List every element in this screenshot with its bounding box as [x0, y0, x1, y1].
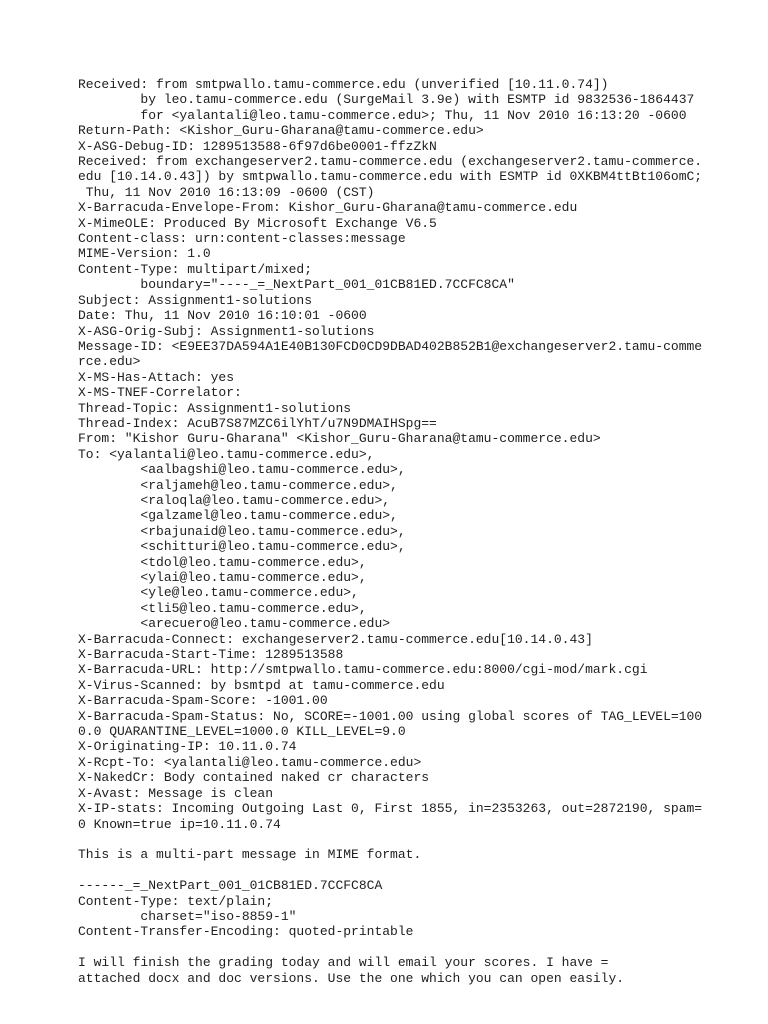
document-line: Message-ID: <E9EE37DA594A1E40B130FCD0CD9DBAD402B852B1@exchangeserver2.tamu-comme	[78, 338, 703, 354]
document-line: ------_=_NextPart_001_01CB81ED.7CCFC8CA	[78, 878, 383, 894]
document-line: X-MS-TNEF-Correlator:	[78, 385, 242, 401]
document-line: X-MS-Has-Attach: yes	[78, 369, 235, 385]
document-line: Thu, 11 Nov 2010 16:13:09 -0600 (CST)	[78, 184, 375, 200]
document-line: Content-Type: text/plain;	[78, 893, 274, 909]
document-line: <arecuero@leo.tamu-commerce.edu>	[78, 616, 391, 632]
document-line: <rbajunaid@leo.tamu-commerce.edu>,	[78, 523, 406, 539]
document-line: Thread-Index: AcuB7S87MZC6ilYhT/u7N9DMAIHSpg==	[78, 415, 437, 431]
document-line: Content-class: urn:content-classes:message	[78, 231, 406, 247]
document-line: X-Barracuda-Spam-Score: -1001.00	[78, 693, 328, 709]
document-line: X-Avast: Message is clean	[78, 785, 274, 801]
document-line: 0 Known=true ip=10.11.0.74	[78, 816, 281, 832]
document-line: <raloqla@leo.tamu-commerce.edu>,	[78, 492, 391, 508]
document-line: Content-Transfer-Encoding: quoted-printable	[78, 924, 414, 940]
document-line: for <yalantali@leo.tamu-commerce.edu>; Thu, 11 Nov 2010 16:13:20 -0600	[78, 107, 687, 123]
document-line: Content-Type: multipart/mixed;	[78, 261, 313, 277]
document-line: To: <yalantali@leo.tamu-commerce.edu>,	[78, 446, 375, 462]
document-line: <ylai@leo.tamu-commerce.edu>,	[78, 570, 367, 585]
document-line: <aalbagshi@leo.tamu-commerce.edu>,	[78, 462, 406, 478]
document-line: From: "Kishor Guru-Gharana" <Kishor_Guru-Gharana@tamu-commerce.edu>	[78, 431, 601, 447]
document-line: boundary="----_=_NextPart_001_01CB81ED.7CCFC8CA"	[78, 277, 515, 293]
document-line: This is a multi-part message in MIME format.	[78, 847, 422, 863]
document-line: X-Virus-Scanned: by bsmtpd at tamu-commerce.edu	[78, 677, 445, 693]
document-line: <schitturi@leo.tamu-commerce.edu>,	[78, 539, 406, 555]
document-line: attached docx and doc versions. Use the one which you can open easily.	[78, 970, 625, 986]
document-line: X-Barracuda-Spam-Status: No, SCORE=-1001.00 using global scores of TAG_LEVEL=100	[78, 708, 703, 724]
document-line: edu [10.14.0.43]) by smtpwallo.tamu-commerce.edu with ESMTP id 0XKBM4ttBt106omC;	[78, 169, 703, 185]
document-line: Received: from exchangeserver2.tamu-commerce.edu (exchangeserver2.tamu-commerce.	[78, 154, 703, 170]
document-line: Return-Path: <Kishor_Guru-Gharana@tamu-commerce.edu>	[78, 123, 484, 139]
document-line: Thread-Topic: Assignment1-solutions	[78, 400, 352, 416]
document-line: <tdol@leo.tamu-commerce.edu>,	[78, 554, 367, 570]
document-line: <tli5@leo.tamu-commerce.edu>,	[78, 600, 367, 616]
document-line: 0.0 QUARANTINE_LEVEL=1000.0 KILL_LEVEL=9.0	[78, 724, 406, 740]
document-line: X-Rcpt-To: <yalantali@leo.tamu-commerce.edu>	[78, 754, 422, 770]
document-line	[78, 832, 758, 847]
document-line: X-Barracuda-Start-Time: 1289513588	[78, 647, 344, 663]
email-source-document	[78, 77, 758, 986]
document-line	[78, 940, 758, 955]
document-line: X-Barracuda-Connect: exchangeserver2.tamu-commerce.edu[10.14.0.43]	[78, 631, 593, 647]
document-line: rce.edu>	[78, 354, 141, 370]
document-line: X-Originating-IP: 10.11.0.74	[78, 739, 297, 755]
document-line: <galzamel@leo.tamu-commerce.edu>,	[78, 508, 398, 524]
document-line: charset="iso-8859-1"	[78, 908, 297, 924]
document-line: X-Barracuda-Envelope-From: Kishor_Guru-Gharana@tamu-commerce.edu	[78, 200, 578, 216]
document-line	[78, 863, 758, 878]
document-line: MIME-Version: 1.0	[78, 246, 211, 262]
document-line: X-ASG-Debug-ID: 1289513588-6f97d6be0001-ffzZkN	[78, 138, 437, 154]
document-line: X-Barracuda-URL: http://smtpwallo.tamu-commerce.edu:8000/cgi-mod/mark.cgi	[78, 662, 648, 678]
document-line: Date: Thu, 11 Nov 2010 16:10:01 -0600	[78, 308, 367, 324]
document-line: by leo.tamu-commerce.edu (SurgeMail 3.9e) with ESMTP id 9832536-1864437	[78, 92, 695, 108]
document-line: I will finish the grading today and will email your scores. I have =	[78, 955, 609, 971]
document-line: Received: from smtpwallo.tamu-commerce.edu (unverified [10.11.0.74])	[78, 77, 609, 92]
document-line: X-MimeOLE: Produced By Microsoft Exchange V6.5	[78, 215, 437, 231]
document-line: <yle@leo.tamu-commerce.edu>,	[78, 585, 359, 601]
document-line: Subject: Assignment1-solutions	[78, 292, 313, 308]
document-line: X-NakedCr: Body contained naked cr characters	[78, 770, 430, 786]
document-line: <raljameh@leo.tamu-commerce.edu>,	[78, 477, 398, 493]
document-line: X-ASG-Orig-Subj: Assignment1-solutions	[78, 323, 375, 339]
document-line: X-IP-stats: Incoming Outgoing Last 0, First 1855, in=2353263, out=2872190, spam=	[78, 801, 703, 817]
